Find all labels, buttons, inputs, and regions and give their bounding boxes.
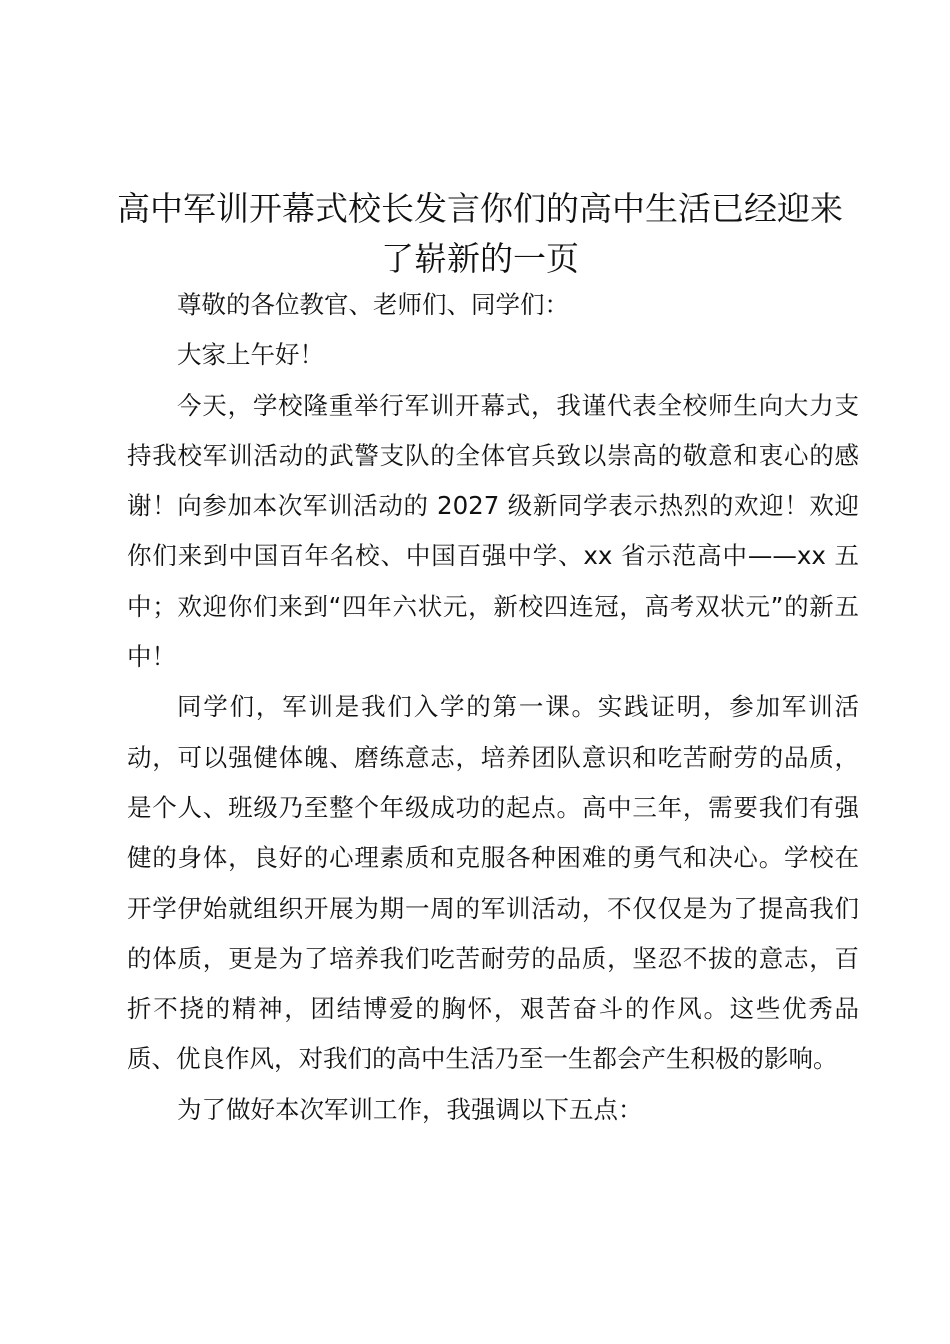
paragraph-greeting: 大家上午好！ <box>177 340 324 370</box>
paragraph-salutation: 尊敬的各位教官、老师们、同学们： <box>177 290 569 319</box>
paragraph-welcome: 今天，学校隆重举行军训开幕式，我谨代表全校师生向大力支持我校军训活动的武警支队的全体官兵致以崇高的敬意和衷心的感谢！向参加本次军训活动的 2027 级新同学表示热烈的欢迎！欢迎你们来到中国百年名校、中国百强中学、xx 省示范高中——xx 五中；欢迎你们来到“四年六状元，新校四连冠，高考双状元”的新五中！ <box>127 390 859 672</box>
paragraph-military-training: 同学们，军训是我们入学的第一课。实践证明，参加军训活动，可以强健体魄、磨练意志，培养团队意识和吃苦耐劳的品质，是个人、班级乃至整个年级成功的起点。高中三年，需要我们有强健的身体，良好的心理素质和克服各种困难的勇气和决心。学校在开学伊始就组织开展为期一周的军训活动，不仅仅是为了提高我们的体质，更是为了培养我们吃苦耐劳的品质，坚忍不拔的意志，百折不挠的精神，团结博爱的胸怀，艰苦奋斗的作风。这些优秀品质、优良作风，对我们的高中生活乃至一生都会产生积极的影响。 <box>127 692 859 1074</box>
document-body <box>127 280 859 1135</box>
document-title: 高中军训开幕式校长发言你们的高中生活已经迎来了崭新的一页 <box>117 189 843 278</box>
paragraph-five-points: 为了做好本次军训工作，我强调以下五点： <box>177 1094 643 1124</box>
